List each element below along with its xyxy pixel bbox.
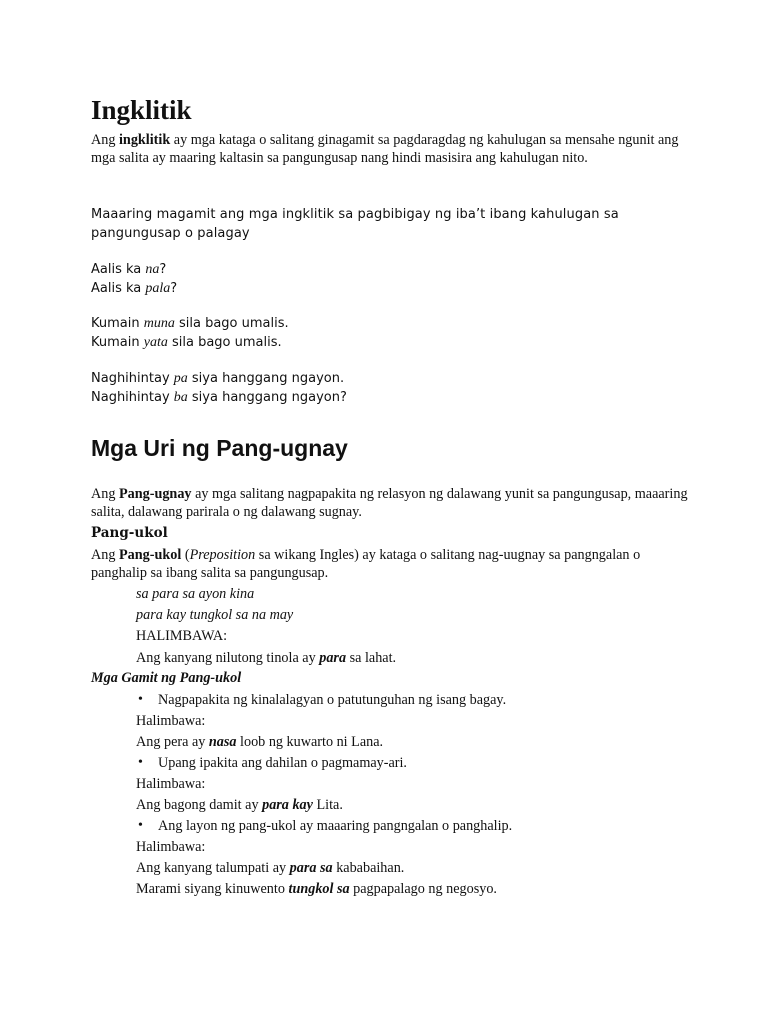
preposition-word: para sa	[289, 860, 333, 876]
example-text: pagpapalago ng negosyo.	[349, 881, 497, 897]
bullet-icon: •	[138, 818, 143, 833]
example-text: siya hanggang ngayon?	[187, 390, 347, 405]
def-text: (	[181, 547, 190, 563]
example-label: Halimbawa:	[136, 839, 206, 855]
bullet-item	[138, 754, 407, 772]
example-text: Ang kanyang nilutong tinola ay	[136, 650, 320, 666]
def-text: sa wikang Ingles) ay kataga o salitang nag-uugnay sa pangngalan o panghalip sa ibang salita sa pangungusap.	[91, 547, 641, 581]
intro-text: ay mga salitang nagpapakita ng relasyon ng dalawang yunit sa pangungusap, maaaring salita, dalawang parirala o ng dalawang sugnay.	[91, 486, 688, 520]
example-label: HALIMBAWA:	[136, 628, 228, 644]
example-text: Aalis ka	[91, 262, 146, 277]
example-text: ?	[159, 262, 167, 277]
term-bold: Pang-ukol	[118, 547, 182, 563]
example-text: Marami siyang kinuwento	[136, 881, 289, 897]
example-text: sila bago umalis.	[167, 335, 282, 350]
example-sentence	[136, 733, 383, 751]
example-text: Kumain	[91, 316, 144, 331]
example-text: sila bago umalis.	[174, 316, 289, 331]
intro-text: Ang	[91, 132, 119, 148]
example-line	[91, 389, 347, 408]
example-line	[91, 334, 282, 353]
gamit-heading: Mga Gamit ng Pang-ukol	[91, 670, 242, 686]
pangugnay-title: Mga Uri ng Pang-ugnay	[91, 435, 348, 461]
bullet-text: Upang ipakita ang dahilan o pagmamay-ari.	[158, 755, 407, 771]
example-label: Halimbawa:	[136, 776, 206, 792]
bullet-item	[138, 691, 507, 709]
example-text: kababaihan.	[332, 860, 405, 876]
ingklitik-title: Ingklitik	[91, 95, 192, 125]
bullet-text: Ang layon ng pang-ukol ay maaaring pangngalan o panghalip.	[158, 818, 513, 834]
example-text: Ang bagong damit ay	[136, 797, 263, 813]
example-text: Naghihintay	[91, 390, 174, 405]
example-text: Kumain	[91, 335, 144, 350]
ingklitik-note: Maaaring magamit ang mga ingklitik sa pagbibigay ng iba’t ibang kahulugan sa pangungusap o palagay	[91, 207, 619, 241]
enclitic-word: muna	[143, 316, 175, 331]
def-text: Ang	[91, 547, 119, 563]
bullet-text: Nagpapakita ng kinalalagyan o patutunguhan ng isang bagay.	[158, 692, 507, 708]
example-line	[91, 261, 166, 280]
enclitic-word: pala	[145, 281, 171, 296]
example-text: loob ng kuwarto ni Lana.	[236, 734, 384, 750]
enclitic-word: pa	[173, 371, 188, 386]
example-text: sa lahat.	[346, 650, 397, 666]
example-text: Ang kanyang talumpati ay	[136, 860, 290, 876]
bullet-icon: •	[138, 692, 143, 707]
example-text: Ang pera ay	[136, 734, 209, 750]
ingklitik-intro	[91, 131, 691, 167]
intro-text: ay mga kataga o salitang ginagamit sa pagdaragdag ng kahulugan sa mensahe ngunit ang mga salita ay maaring kaltasin sa pangungusap nang hindi masisira ang kahulugan nito.	[91, 132, 679, 166]
example-sentence	[136, 649, 396, 667]
preposition-word: para kay	[262, 797, 313, 813]
pangukol-definition	[91, 546, 691, 582]
example-text: Lita.	[312, 797, 343, 813]
intro-text: Ang	[91, 486, 119, 502]
pangukol-heading: Pang-ukol	[91, 525, 168, 541]
example-line	[91, 370, 344, 389]
pangukol-list: sa para sa ayon kina	[136, 586, 255, 602]
example-sentence	[136, 859, 404, 877]
enclitic-word: yata	[143, 335, 168, 350]
pangukol-list-line	[136, 606, 293, 624]
example-line	[91, 315, 289, 334]
preposition-word: tungkol sa	[288, 881, 350, 897]
example-sentence	[136, 796, 343, 814]
bullet-item	[138, 817, 513, 835]
enclitic-word: ba	[173, 390, 188, 405]
enclitic-word: na	[145, 262, 160, 277]
term-bold: Pang-ugnay	[118, 486, 192, 502]
preposition-word: para	[319, 650, 347, 666]
example-text: Aalis ka	[91, 281, 146, 296]
example-text: Naghihintay	[91, 371, 174, 386]
pangukol-list-line	[136, 585, 254, 603]
example-sentence	[136, 880, 497, 898]
example-label: Halimbawa:	[136, 713, 206, 729]
preposition-word: nasa	[208, 734, 237, 750]
pangugnay-intro	[91, 485, 691, 521]
example-line	[91, 280, 177, 299]
english-term: Preposition	[189, 547, 256, 563]
example-text: siya hanggang ngayon.	[187, 371, 345, 386]
term-bold: ingklitik	[118, 132, 171, 148]
pangukol-list: para kay tungkol sa na may	[136, 607, 294, 623]
example-text: ?	[170, 281, 178, 296]
bullet-icon: •	[138, 755, 143, 770]
